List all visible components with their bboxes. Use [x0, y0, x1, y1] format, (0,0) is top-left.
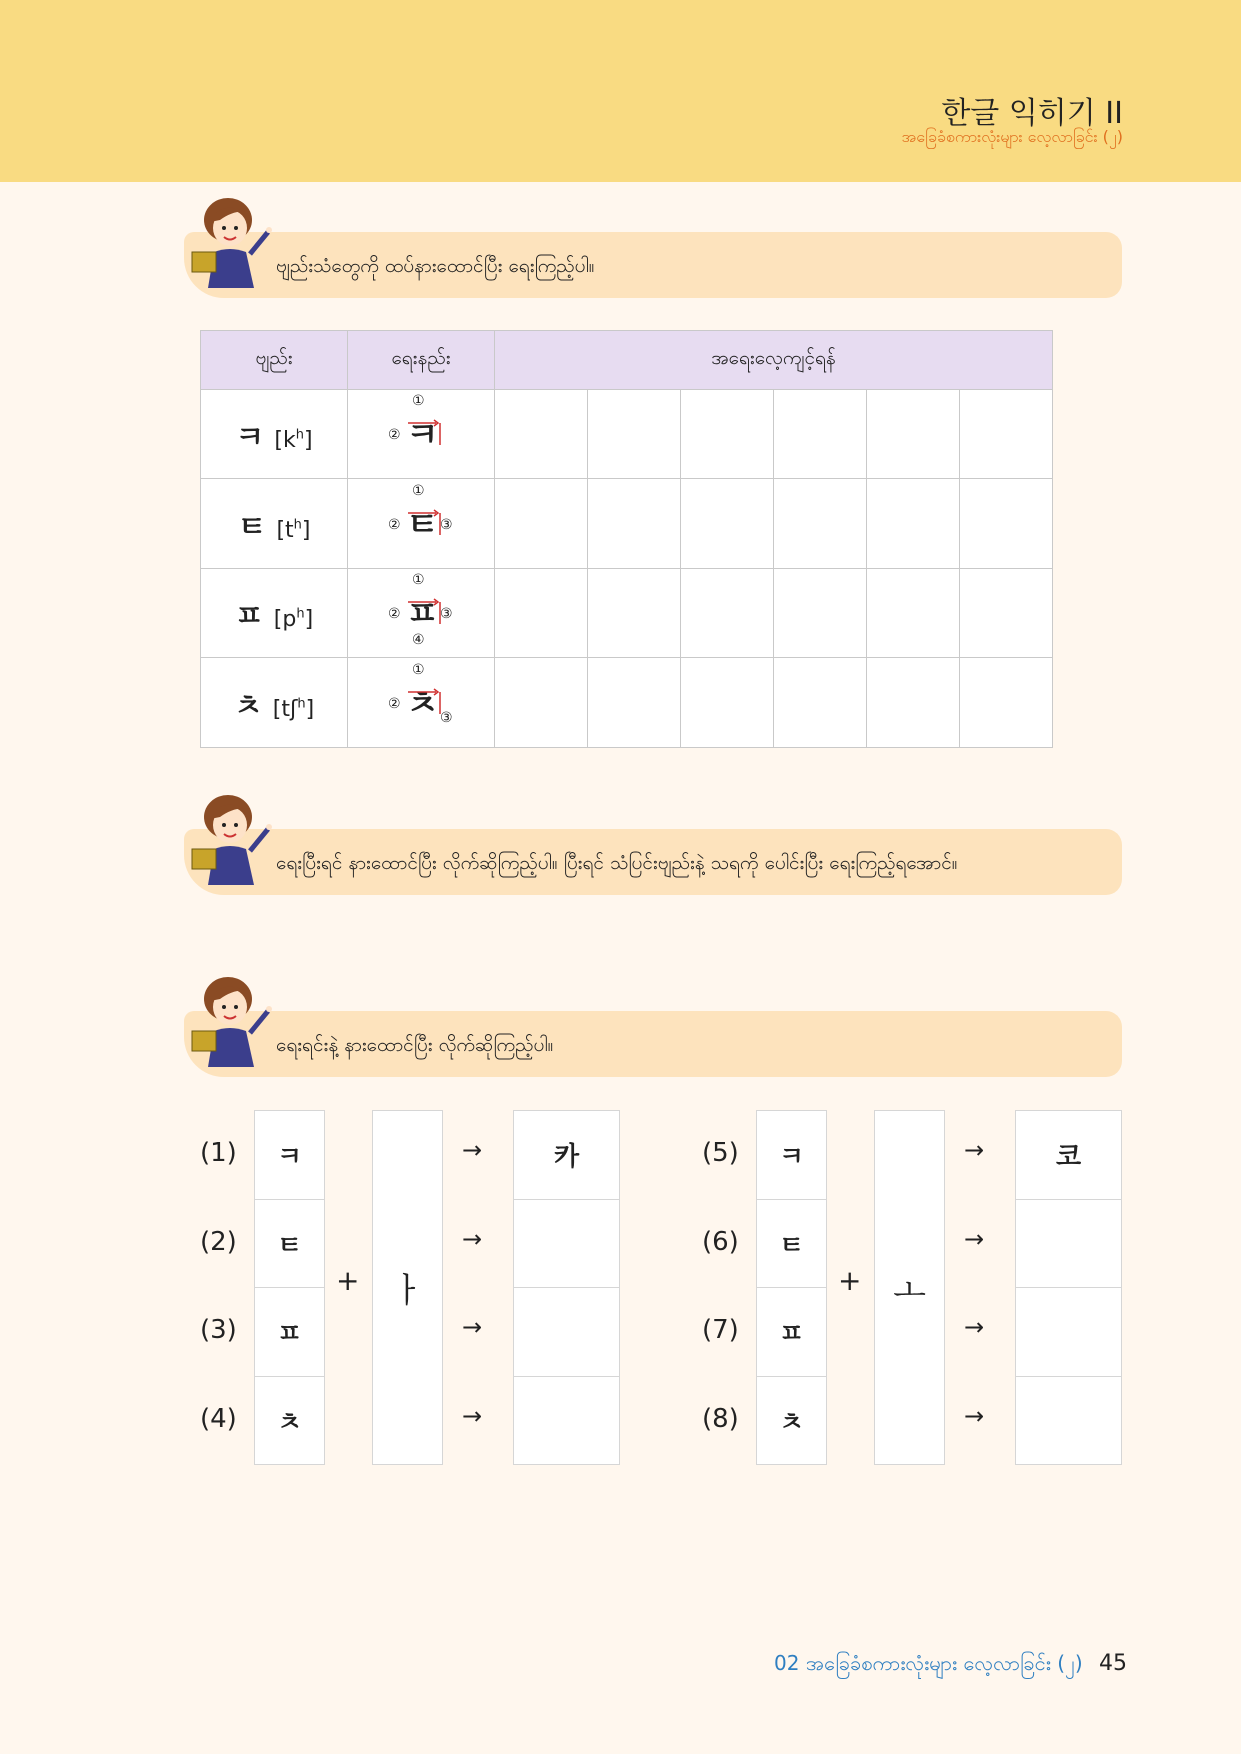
- practice-cell[interactable]: [681, 569, 774, 658]
- ipa-label: [276, 518, 310, 543]
- stroke-number: ③: [440, 709, 453, 726]
- stroke-number: ③: [440, 606, 453, 622]
- consonant-cell: [201, 479, 348, 569]
- exercise-number: (2): [200, 1226, 237, 1257]
- vowel-box: ㅗ: [874, 1110, 945, 1465]
- header-stroke-order: ရေးနည်း: [348, 331, 495, 390]
- table-row: [201, 479, 1053, 569]
- arrow-icon: →: [964, 1313, 985, 1341]
- ipa-close: ]: [301, 517, 311, 543]
- arrow-icon: →: [462, 1136, 483, 1164]
- consonant-box: ㅍ: [756, 1287, 827, 1377]
- table-header-row: [201, 331, 1053, 390]
- stroke-order-cell: [348, 569, 495, 658]
- answer-box[interactable]: [1015, 1376, 1122, 1466]
- practice-cell[interactable]: [588, 658, 681, 748]
- practice-cell[interactable]: [588, 390, 681, 479]
- stroke-glyph: ㅊ: [406, 683, 439, 724]
- practice-cell[interactable]: [960, 479, 1053, 569]
- teacher-icon: [190, 192, 274, 288]
- stroke-glyph: ㅍ: [406, 594, 439, 634]
- ipa-aspiration: h: [297, 696, 306, 712]
- instruction-text: ရေးရင်းနဲ့ နားထောင်ပြီး လိုက်ဆိုကြည့်ပါ။: [276, 1034, 554, 1056]
- answer-box[interactable]: 코: [1015, 1110, 1122, 1200]
- answer-box[interactable]: [513, 1199, 620, 1289]
- practice-cell[interactable]: [774, 569, 867, 658]
- practice-cell[interactable]: [495, 658, 588, 748]
- practice-cell[interactable]: [681, 479, 774, 569]
- practice-cell[interactable]: [495, 569, 588, 658]
- page-subtitle: အခြေခံစကားလုံးများ လေ့လာခြင်း (၂): [901, 127, 1123, 146]
- exercise-number: (1): [200, 1138, 237, 1168]
- table-row: [201, 569, 1053, 658]
- teacher-icon: [190, 971, 274, 1067]
- stroke-diagram: [386, 661, 456, 736]
- practice-cell[interactable]: [588, 569, 681, 658]
- consonant-glyph: ㅋ: [235, 420, 265, 455]
- ipa-label: [274, 607, 313, 632]
- stroke-number: ②: [388, 606, 401, 622]
- footer-chapter: 02 အခြေခံစကားလုံးများ လေ့လာခြင်း (၂): [774, 1651, 1083, 1675]
- stroke-order-cell: [348, 390, 495, 479]
- arrow-icon: →: [462, 1401, 483, 1430]
- stroke-number: ②: [388, 427, 401, 443]
- ipa-close: ]: [303, 428, 313, 453]
- ipa-aspiration: h: [296, 606, 305, 622]
- table-row: [201, 390, 1053, 479]
- arrow-icon: →: [964, 1401, 985, 1430]
- consonant-glyph: ㅌ: [237, 509, 267, 545]
- exercise-number: (3): [200, 1315, 237, 1345]
- stroke-arrow-icon: [404, 684, 444, 724]
- stroke-glyph: ㅋ: [406, 415, 439, 455]
- practice-cell[interactable]: [588, 479, 681, 569]
- practice-cell[interactable]: [867, 479, 960, 569]
- consonant-box: ㅊ: [254, 1376, 325, 1466]
- teacher-icon: [190, 789, 274, 885]
- plus-sign: +: [838, 1264, 862, 1297]
- practice-cell[interactable]: [960, 390, 1053, 479]
- answer-box[interactable]: [513, 1376, 620, 1466]
- stroke-glyph: ㅌ: [406, 504, 439, 545]
- plus-sign: +: [336, 1264, 360, 1297]
- practice-cell[interactable]: [867, 658, 960, 748]
- practice-cell[interactable]: [681, 658, 774, 748]
- page-title: 한글 익히기 II: [941, 96, 1123, 131]
- instruction-3: [184, 1011, 1122, 1077]
- stroke-diagram: [386, 572, 456, 648]
- consonant-cell: [201, 658, 348, 748]
- ipa-label: [274, 428, 312, 453]
- practice-cell[interactable]: [867, 569, 960, 658]
- stroke-number: ①: [412, 482, 425, 499]
- consonant-box: ㅍ: [254, 1287, 325, 1377]
- stroke-number: ①: [412, 572, 425, 588]
- arrow-icon: →: [964, 1136, 985, 1164]
- stroke-arrow-icon: [404, 505, 444, 545]
- vowel-box: ㅏ: [372, 1110, 443, 1465]
- practice-cell[interactable]: [960, 569, 1053, 658]
- consonant-box: ㅋ: [254, 1110, 325, 1200]
- exercise-number: (5): [702, 1138, 739, 1168]
- exercise-number: (4): [200, 1403, 237, 1434]
- ipa-close: ]: [304, 607, 314, 632]
- answer-box[interactable]: [1015, 1287, 1122, 1377]
- practice-cell[interactable]: [495, 390, 588, 479]
- answer-box[interactable]: [513, 1287, 620, 1377]
- instruction-1: [184, 232, 1122, 298]
- stroke-number: ①: [412, 661, 425, 678]
- instruction-text: ဗျည်းသံတွေကို ထပ်နားထောင်ပြီး ရေးကြည့်ပါ။: [276, 255, 595, 277]
- stroke-number: ③: [440, 516, 453, 533]
- stroke-number: ②: [388, 516, 401, 533]
- page-number: 45: [1099, 1651, 1127, 1676]
- consonant-box: ㅌ: [756, 1199, 827, 1289]
- practice-cell[interactable]: [774, 479, 867, 569]
- exercise-number: (8): [702, 1403, 739, 1434]
- consonant-glyph: ㅊ: [233, 688, 263, 724]
- practice-cell[interactable]: [774, 658, 867, 748]
- ipa-aspiration: h: [293, 517, 302, 533]
- exercise-number: (6): [702, 1226, 739, 1257]
- answer-box[interactable]: 카: [513, 1110, 620, 1200]
- answer-box[interactable]: [1015, 1199, 1122, 1289]
- practice-cell[interactable]: [681, 390, 774, 479]
- consonant-cell: [201, 390, 348, 479]
- ipa-close: ]: [305, 696, 315, 722]
- stroke-number: ②: [388, 695, 401, 712]
- practice-cell[interactable]: [960, 658, 1053, 748]
- stroke-order-table: [200, 330, 1053, 748]
- stroke-diagram: [386, 482, 456, 557]
- stroke-diagram: [386, 393, 456, 467]
- consonant-box: ㅊ: [756, 1376, 827, 1466]
- ipa-base: [k: [274, 428, 296, 453]
- stroke-number: ④: [412, 632, 425, 648]
- header-practice: အရေးလေ့ကျင့်ရန်: [495, 331, 1053, 390]
- header-consonant: ဗျည်း: [201, 331, 348, 390]
- ipa-label: [273, 697, 314, 722]
- page-footer: [774, 1650, 1127, 1680]
- practice-cell[interactable]: [495, 479, 588, 569]
- stroke-order-cell: [348, 658, 495, 748]
- ipa-base: [p: [273, 607, 297, 632]
- consonant-cell: [201, 569, 348, 658]
- ipa-base: [tʃ: [272, 696, 298, 722]
- arrow-icon: →: [964, 1224, 985, 1253]
- ipa-base: [t: [276, 517, 294, 543]
- arrow-icon: →: [462, 1224, 483, 1253]
- consonant-glyph: ㅍ: [234, 599, 264, 634]
- consonant-box: ㅌ: [254, 1199, 325, 1289]
- stroke-arrow-icon: [404, 415, 444, 455]
- consonant-box: ㅋ: [756, 1110, 827, 1200]
- stroke-arrow-icon: [404, 594, 444, 634]
- arrow-icon: →: [462, 1313, 483, 1341]
- practice-cell[interactable]: [774, 390, 867, 479]
- ipa-aspiration: h: [295, 427, 304, 443]
- stroke-order-cell: [348, 479, 495, 569]
- instruction-2: [184, 829, 1122, 895]
- table-row: [201, 658, 1053, 748]
- instruction-text: ရေးပြီးရင် နားထောင်ပြီး လိုက်ဆိုကြည့်ပါ။ ပြီးရင် သံပြင်းဗျည်းနဲ့ သရကို ပေါင်းပြီး ရေးကြည့်ရအောင်။: [276, 852, 958, 874]
- stroke-number: ①: [412, 393, 425, 409]
- exercise-number: (7): [702, 1315, 739, 1345]
- practice-cell[interactable]: [867, 390, 960, 479]
